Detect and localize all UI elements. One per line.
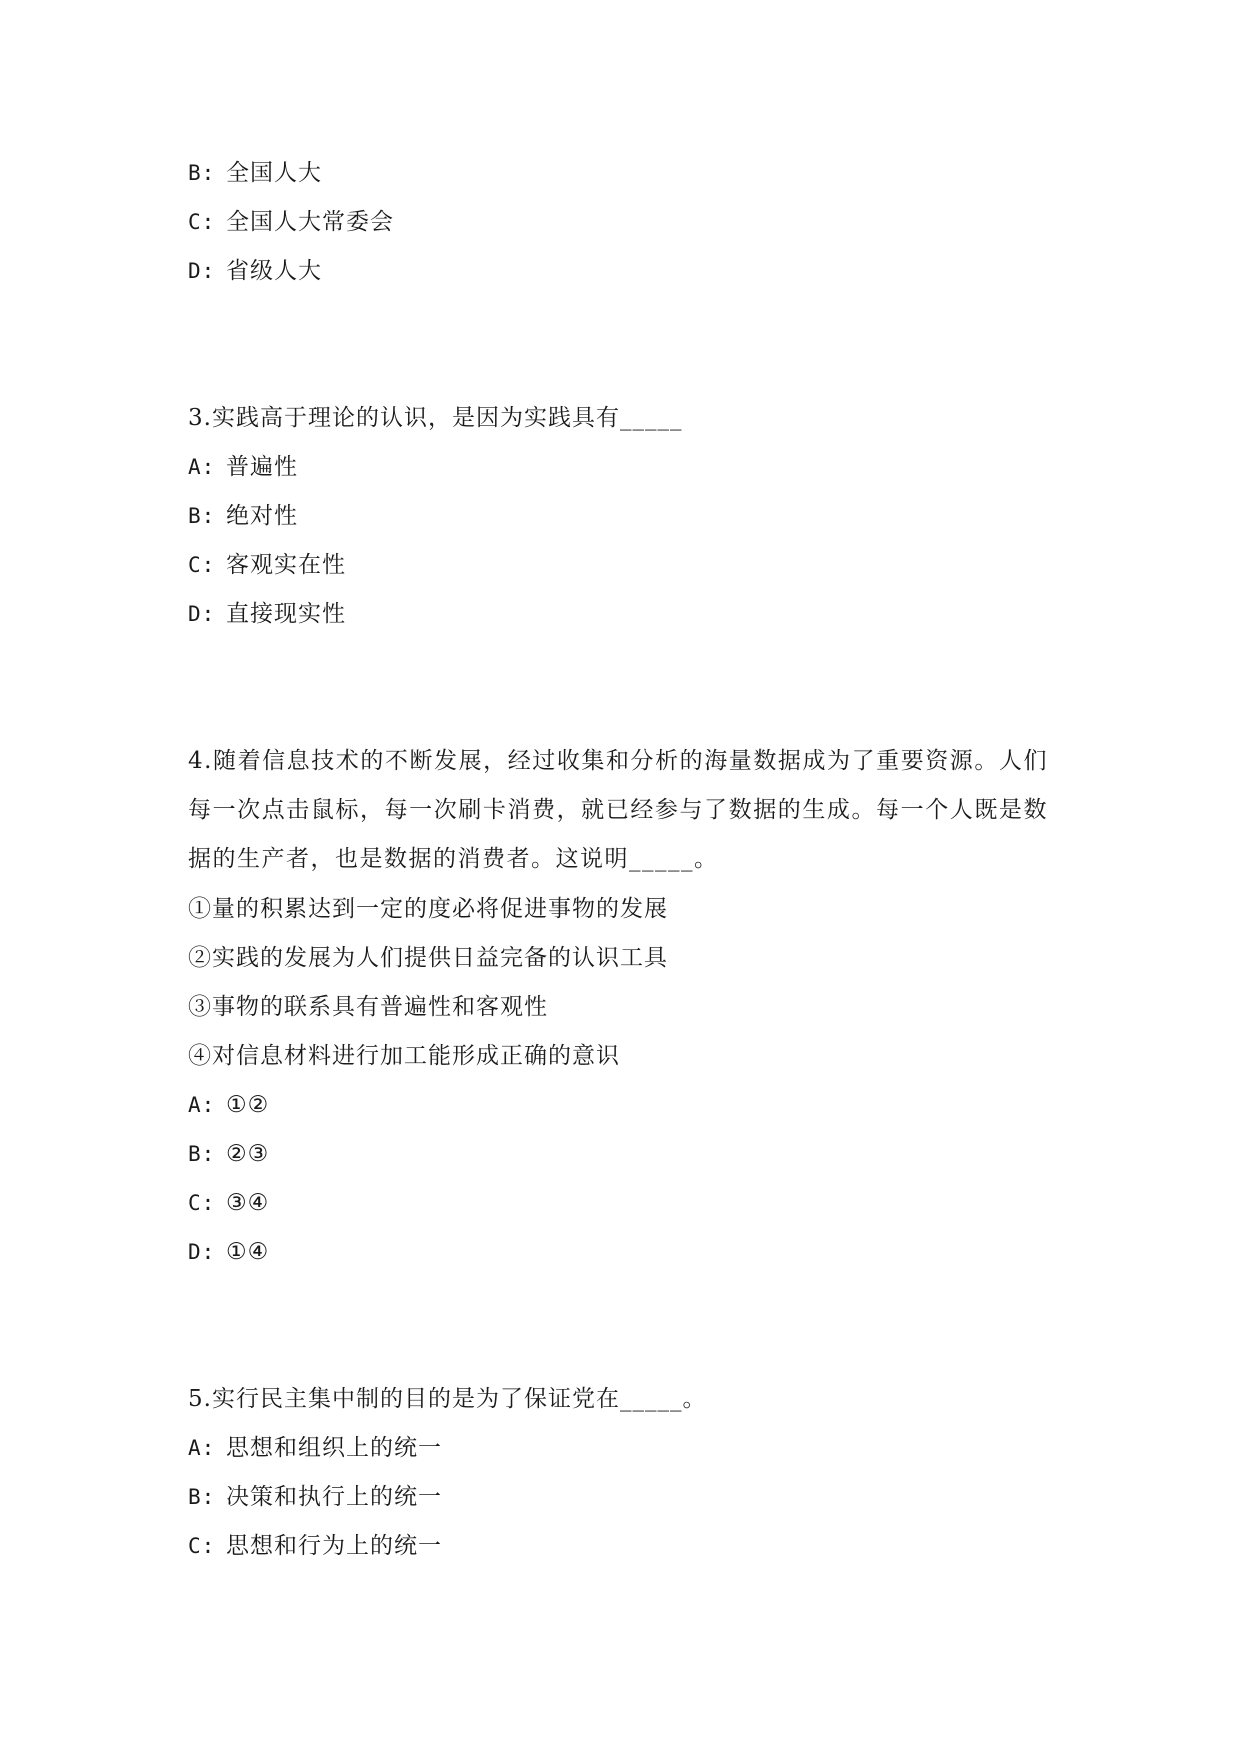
option-text: 直接现实性 (226, 601, 346, 627)
q3-option-a (188, 452, 298, 482)
q4-option-a (188, 1090, 269, 1120)
q3-stem: 3.实践高于理论的认识，是因为实践具有_____ (188, 405, 683, 431)
q4-statement-1: ①量的积累达到一定的度必将促进事物的发展 (188, 896, 668, 922)
option-text: 绝对性 (226, 503, 298, 529)
option-text: ①④ (226, 1239, 270, 1265)
q4-option-b (188, 1139, 269, 1169)
option-letter: C: (188, 1534, 216, 1558)
q2-option-b (188, 158, 322, 188)
option-text: ①② (226, 1092, 270, 1118)
option-letter: C: (188, 1191, 216, 1215)
option-letter: A: (188, 1093, 216, 1117)
option-text: ③④ (226, 1190, 270, 1216)
q4-statement-2: ②实践的发展为人们提供日益完备的认识工具 (188, 945, 668, 971)
q2-option-c (188, 207, 394, 237)
q3-option-b (188, 501, 298, 531)
option-text: ②③ (226, 1141, 270, 1167)
option-letter: B: (188, 161, 216, 185)
option-letter: A: (188, 455, 216, 479)
option-letter: C: (188, 210, 216, 234)
q4-statement-3: ③事物的联系具有普遍性和客观性 (188, 994, 548, 1020)
option-letter: D: (188, 602, 216, 626)
q4-option-d (188, 1237, 269, 1267)
option-letter: D: (188, 259, 216, 283)
q5-option-c (188, 1531, 442, 1561)
option-text: 决策和执行上的统一 (226, 1484, 442, 1510)
option-letter: B: (188, 504, 216, 528)
q4-statement-4: ④对信息材料进行加工能形成正确的意识 (188, 1043, 620, 1069)
option-text: 普遍性 (226, 454, 298, 480)
option-text: 省级人大 (226, 258, 322, 284)
option-letter: B: (188, 1485, 216, 1509)
q4-option-c (188, 1188, 269, 1218)
option-letter: D: (188, 1240, 216, 1264)
q3-option-d (188, 599, 346, 629)
option-letter: A: (188, 1436, 216, 1460)
option-text: 思想和行为上的统一 (226, 1533, 442, 1559)
q3-option-c (188, 550, 346, 580)
option-letter: C: (188, 553, 216, 577)
q5-option-b (188, 1482, 442, 1512)
q2-option-d (188, 256, 322, 286)
option-letter: B: (188, 1142, 216, 1166)
option-text: 全国人大 (226, 160, 322, 186)
option-text: 全国人大常委会 (226, 209, 394, 235)
option-text: 思想和组织上的统一 (226, 1435, 442, 1461)
option-text: 客观实在性 (226, 552, 346, 578)
q5-stem: 5.实行民主集中制的目的是为了保证党在_____。 (188, 1386, 707, 1412)
q5-option-a (188, 1433, 442, 1463)
q4-stem: 4.随着信息技术的不断发展，经过收集和分析的海量数据成为了重要资源。人们每一次点击鼠标，每一次刷卡消费，就已经参与了数据的生成。每一个人既是数据的生产者，也是数据的消费者。这说明_____。 (188, 748, 1048, 872)
